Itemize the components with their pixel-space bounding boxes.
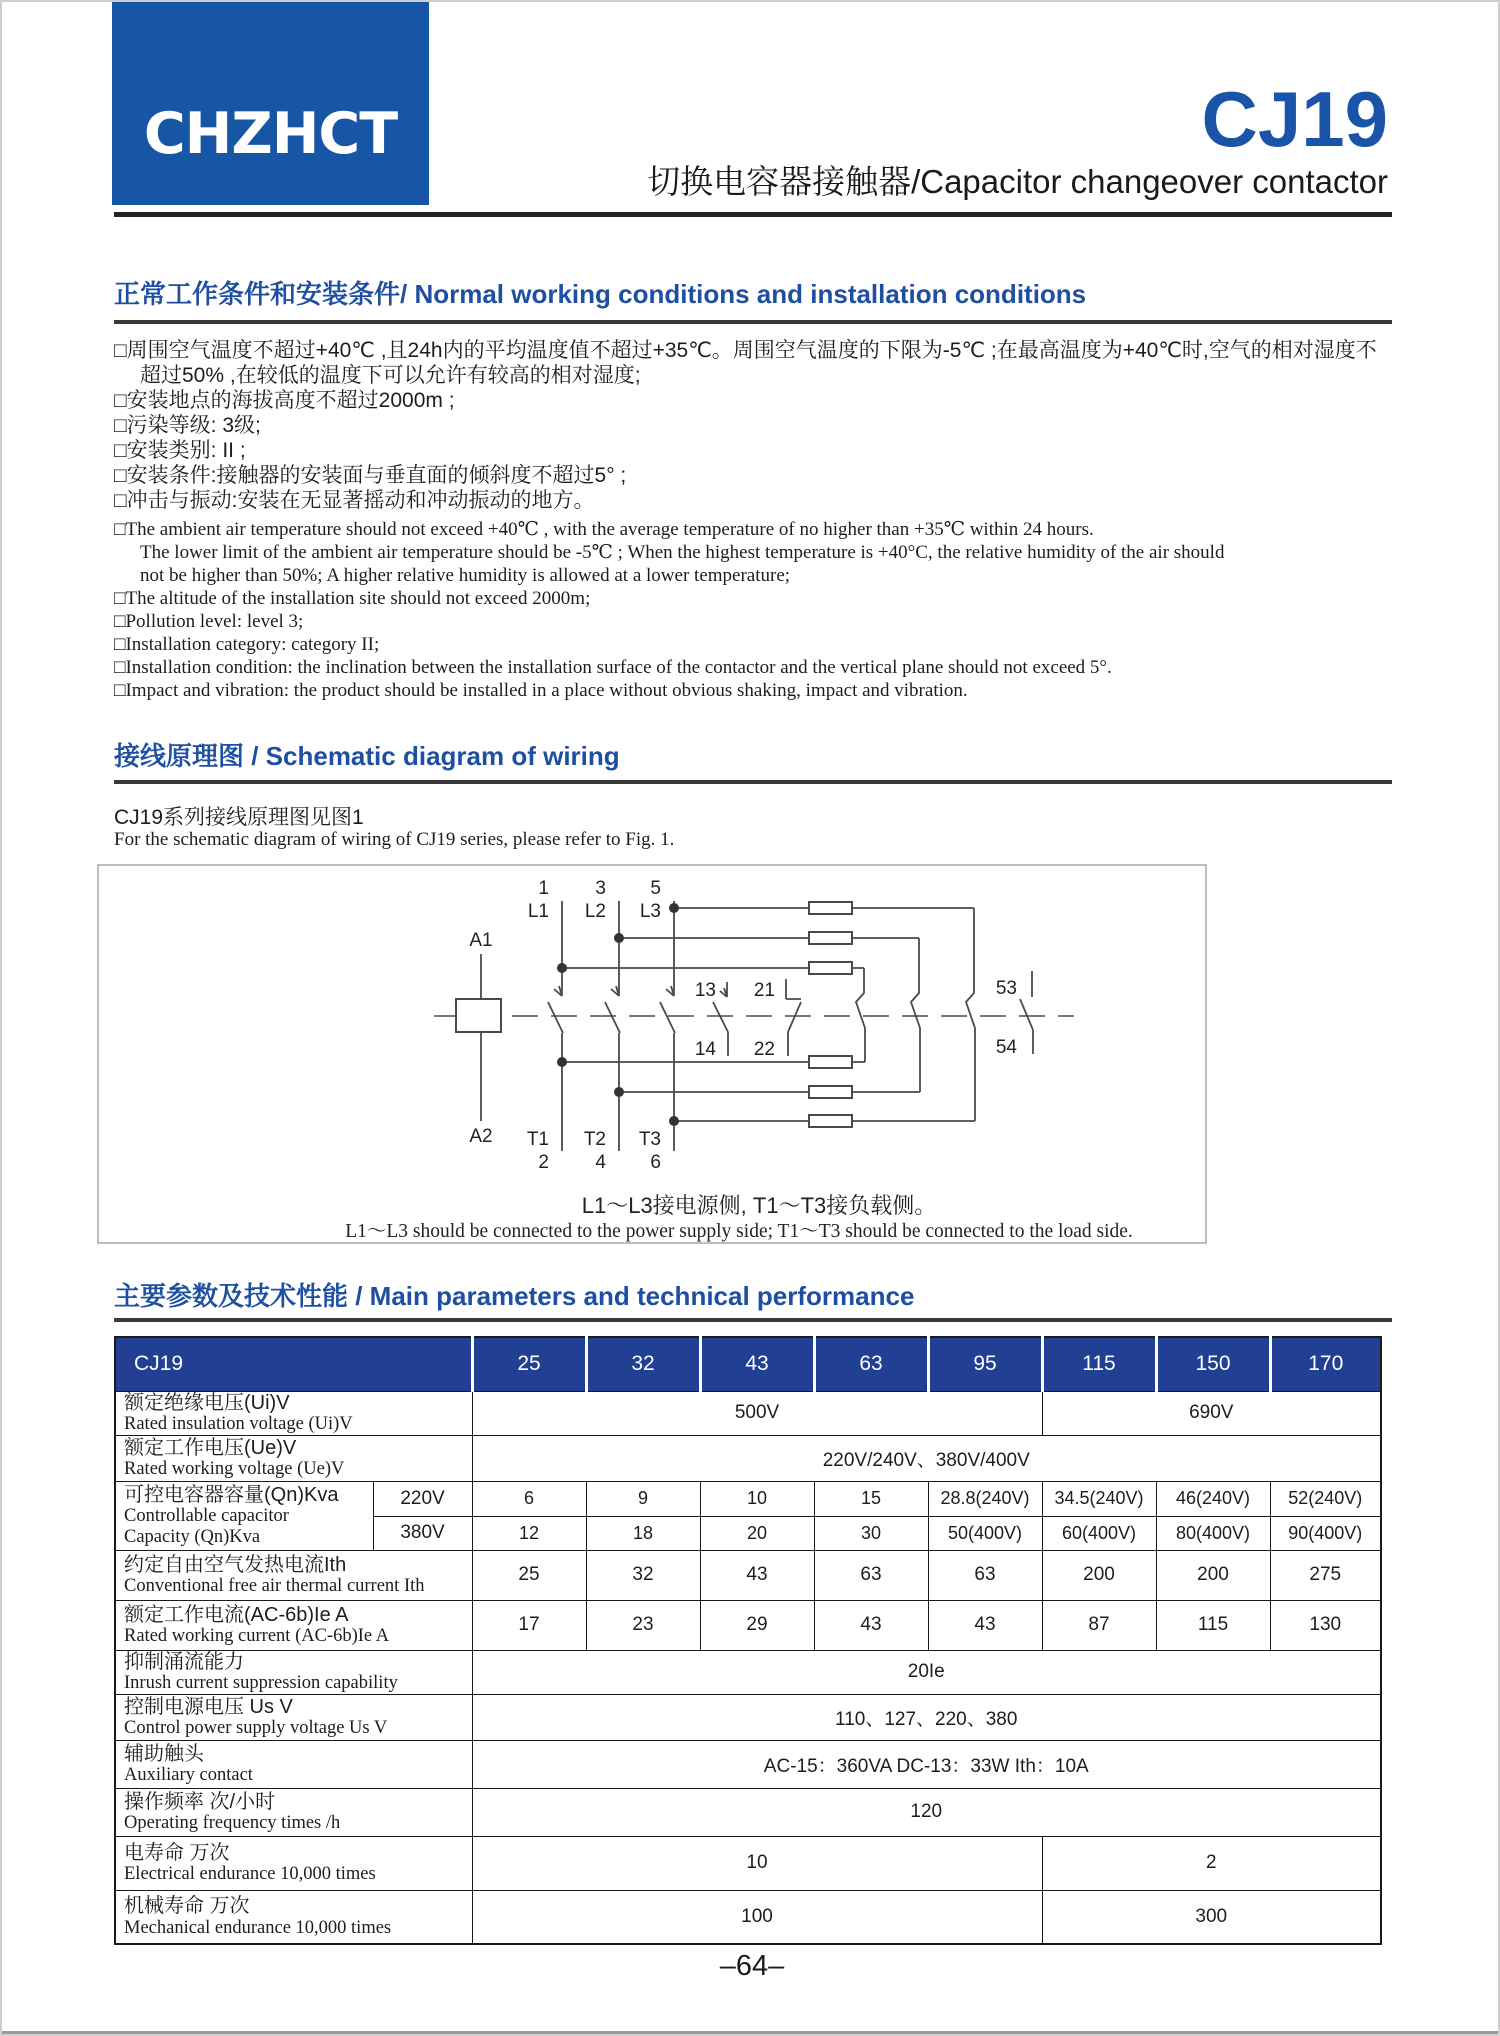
row-label-cn: 额定工作电压(Ue)V [124, 1436, 297, 1459]
brand-logo-text: CHZHCT [143, 101, 398, 167]
cell-value: 29 [700, 1600, 814, 1650]
column-header: 25 [472, 1337, 586, 1391]
cell-value: 200 [1156, 1550, 1270, 1600]
cell-value: 130 [1270, 1600, 1381, 1650]
condition-item-en: □Pollution level: level 3; [114, 611, 304, 632]
table-row [115, 1435, 1381, 1481]
pole-number: 2 [538, 1152, 549, 1173]
resistor-symbol [809, 1056, 852, 1068]
row-label-cn: 可控电容器容量(Qn)Kva [124, 1483, 339, 1506]
wiring-diagram-svg [99, 866, 1205, 1242]
cell-value: 50(400V) [928, 1516, 1042, 1550]
resistor-symbol [809, 962, 852, 974]
sub-row-label: 380V [373, 1516, 472, 1550]
cell-value: 12 [472, 1516, 586, 1550]
pole-terminal: L3 [639, 901, 661, 922]
aux-terminal: 22 [753, 1039, 775, 1060]
resistor-contact [856, 968, 865, 1062]
cell-value: 90(400V) [1270, 1516, 1381, 1550]
cell-value: 20 [700, 1516, 814, 1550]
cell-value: AC-15：360VA DC-13：33W Ith：10A [472, 1740, 1381, 1788]
cell-value: 60(400V) [1042, 1516, 1156, 1550]
cell-value: 43 [814, 1600, 928, 1650]
diagram-caption-en: L1～L3 should be connected to the power supply side; T1～T3 should be connected to the load side. [345, 1221, 1133, 1242]
table-row [115, 1788, 1381, 1836]
row-label-en: Capacity (Qn)Kva [124, 1526, 261, 1547]
table-model-header: CJ19 [115, 1337, 472, 1391]
cell-value: 28.8(240V) [928, 1481, 1042, 1516]
pole-number: 6 [650, 1152, 661, 1173]
row-label-en: Rated working current (AC-6b)Ie A [124, 1625, 390, 1646]
resistor-contact [911, 938, 920, 1092]
table-row [115, 1600, 1381, 1650]
pole-terminal: T1 [526, 1129, 549, 1150]
resistor-contact [966, 908, 975, 1121]
condition-item-cn: □污染等级: 3级; [114, 414, 261, 437]
aux-contact-53-54 [1020, 971, 1033, 1054]
cell-value: 46(240V) [1156, 1481, 1270, 1516]
row-label-en: Rated insulation voltage (Ui)V [124, 1413, 353, 1434]
cell-value: 10 [472, 1836, 1042, 1890]
parameters-table [114, 1336, 1382, 1945]
wiring-diagram [97, 864, 1207, 1244]
aux-terminal: 21 [753, 980, 775, 1001]
main-pole-contact [548, 901, 563, 1151]
section-rule-parameters [114, 1318, 1392, 1322]
cell-value: 110、127、220、380 [472, 1694, 1381, 1740]
table-row [115, 1391, 1381, 1435]
conditions-list-en [114, 518, 1444, 702]
condition-item-cn: □周围空气温度不超过+40℃ ,且24h内的平均温度值不超过+35℃。周围空气温度的下限为-5℃ ;在最高温度为+40℃时,空气的相对湿度不 [114, 339, 1377, 362]
cell-value: 18 [586, 1516, 700, 1550]
pole-number: 1 [538, 878, 549, 899]
conditions-list-cn [114, 338, 1444, 513]
junction-dot [669, 1116, 679, 1126]
cell-value: 52(240V) [1270, 1481, 1381, 1516]
column-header: 115 [1042, 1337, 1156, 1391]
table-row [115, 1740, 1381, 1788]
condition-item-cn: □冲击与振动:安装在无显著摇动和冲动振动的地方。 [114, 489, 595, 512]
header-rule [114, 212, 1392, 217]
cell-value: 17 [472, 1600, 586, 1650]
row-label-cn: 额定绝缘电压(Ui)V [124, 1391, 290, 1414]
cell-value: 63 [814, 1550, 928, 1600]
section-title-wiring: 接线原理图 / Schematic diagram of wiring [114, 741, 620, 771]
cell-value: 43 [928, 1600, 1042, 1650]
diagram-caption-cn: L1～L3接电源侧, T1～T3接负载侧。 [581, 1193, 937, 1218]
row-label-cn: 操作频率 次/小时 [124, 1790, 276, 1813]
row-label-cn: 控制电源电压 Us V [124, 1695, 293, 1718]
section-rule-wiring [114, 780, 1392, 784]
row-label-en: Rated working voltage (Ue)V [124, 1458, 345, 1479]
cell-value: 25 [472, 1550, 586, 1600]
condition-item-en: The lower limit of the ambient air temperature should be -5℃ ; When the highest temperature is +40°C, the relative humidity of the air should [140, 542, 1225, 563]
cell-value: 500V [472, 1391, 1042, 1435]
cell-value: 34.5(240V) [1042, 1481, 1156, 1516]
pole-terminal: T3 [638, 1129, 661, 1150]
coil-terminal-label: A1 [469, 930, 493, 951]
cell-value: 120 [472, 1788, 1381, 1836]
cell-value: 63 [928, 1550, 1042, 1600]
pole-terminal: T2 [583, 1129, 606, 1150]
cell-value: 80(400V) [1156, 1516, 1270, 1550]
cell-value: 2 [1042, 1836, 1381, 1890]
row-label-en: Controllable capacitor [124, 1506, 289, 1527]
column-header: 32 [586, 1337, 700, 1391]
cell-value: 275 [1270, 1550, 1381, 1600]
wiring-note-en: For the schematic diagram of wiring of CJ19 series, please refer to Fig. 1. [114, 829, 675, 850]
column-header: 170 [1270, 1337, 1381, 1391]
condition-item-en: □Installation category: category II; [114, 634, 380, 655]
condition-item-en: not be higher than 50%; A higher relative humidity is allowed at a lower temperature; [140, 565, 791, 586]
row-label-cn: 辅助触头 [124, 1742, 204, 1765]
column-header: 63 [814, 1337, 928, 1391]
cell-value: 32 [586, 1550, 700, 1600]
cell-value: 9 [586, 1481, 700, 1516]
cell-value: 220V/240V、380V/400V [472, 1435, 1381, 1481]
cell-value: 87 [1042, 1600, 1156, 1650]
section-title-parameters: 主要参数及技术性能 / Main parameters and technical performance [114, 1281, 915, 1311]
row-label-en: Inrush current suppression capability [124, 1673, 398, 1693]
cell-value: 690V [1042, 1391, 1381, 1435]
cell-value: 115 [1156, 1600, 1270, 1650]
resistor-symbol [809, 902, 852, 914]
product-model-title: CJ19 [1201, 75, 1388, 163]
cell-value: 6 [472, 1481, 586, 1516]
row-label-en: Control power supply voltage Us V [124, 1718, 388, 1739]
resistor-symbol [809, 1115, 852, 1127]
pole-number: 4 [595, 1152, 606, 1173]
table-row [115, 1890, 1381, 1944]
condition-item-en: □Impact and vibration: the product should be installed in a place without obvious shaking, impact and vibration. [114, 680, 968, 701]
cell-value: 200 [1042, 1550, 1156, 1600]
aux-terminal: 13 [694, 980, 716, 1001]
cell-value: 300 [1042, 1890, 1381, 1944]
junction-dot [614, 1087, 624, 1097]
resistor-symbol [809, 932, 852, 944]
row-label-en: Mechanical endurance 10,000 times [124, 1917, 392, 1938]
section-rule-conditions [114, 320, 1392, 324]
row-label-cn: 额定工作电流(AC-6b)Ie A [124, 1603, 349, 1626]
table-row [115, 1650, 1381, 1694]
condition-item-cn: □安装条件:接触器的安装面与垂直面的倾斜度不超过5° ; [114, 464, 627, 487]
pole-terminal: L1 [527, 901, 549, 922]
section-title-conditions: 正常工作条件和安装条件/ Normal working conditions and installation conditions [114, 279, 1087, 309]
row-label-en: Conventional free air thermal current Ith [124, 1575, 425, 1596]
junction-dot [557, 1057, 567, 1067]
junction-dot [669, 903, 679, 913]
row-label-cn: 电寿命 万次 [124, 1841, 230, 1864]
cell-value: 100 [472, 1890, 1042, 1944]
row-label-en: Electrical endurance 10,000 times [124, 1864, 376, 1885]
pole-terminal: L2 [584, 901, 606, 922]
aux-nc-contact [786, 979, 801, 1056]
column-header: 43 [700, 1337, 814, 1391]
condition-item-en: □The altitude of the installation site should not exceed 2000m; [114, 588, 591, 609]
page-number: –64– [719, 1950, 785, 1982]
row-label-cn: 抑制涌流能力 [124, 1650, 244, 1673]
coil-symbol [456, 999, 501, 1032]
brand-logo-block [112, 2, 429, 205]
table-header-row [115, 1337, 1381, 1391]
product-subtitle: 切换电容器接触器/Capacitor changeover contactor [647, 163, 1388, 200]
cell-value: 23 [586, 1600, 700, 1650]
cell-value: 10 [700, 1481, 814, 1516]
junction-dot [557, 963, 567, 973]
condition-item-en: □Installation condition: the inclination between the installation surface of the contactor and the vertical plane should not exceed 5°. [114, 657, 1112, 678]
wiring-note-cn: CJ19系列接线原理图见图1 [114, 806, 364, 829]
column-header: 95 [928, 1337, 1042, 1391]
column-header: 150 [1156, 1337, 1270, 1391]
condition-item-cn: □安装地点的海拔高度不超过2000m ; [114, 389, 455, 412]
row-label-en: Auxiliary contact [124, 1765, 253, 1786]
cell-value: 15 [814, 1481, 928, 1516]
aux-terminal: 14 [694, 1039, 716, 1060]
table-row [115, 1550, 1381, 1600]
table-row [115, 1481, 1381, 1516]
pole-number: 5 [650, 878, 661, 899]
row-label-cn: 约定自由空气发热电流Ith [124, 1553, 347, 1576]
cell-value: 30 [814, 1516, 928, 1550]
table-row [115, 1836, 1381, 1890]
condition-item-cn: □安装类别: II ; [114, 439, 246, 462]
pole-number: 3 [595, 878, 606, 899]
condition-item-cn: 超过50% ,在较低的温度下可以允许有较高的相对湿度; [140, 364, 641, 387]
aux-terminal: 53 [995, 978, 1017, 999]
table-row [115, 1694, 1381, 1740]
aux-terminal: 54 [995, 1037, 1017, 1058]
row-label-cn: 机械寿命 万次 [124, 1895, 250, 1918]
resistor-symbol [809, 1086, 852, 1098]
cell-value: 20Ie [472, 1650, 1381, 1694]
row-label-en: Operating frequency times /h [124, 1813, 341, 1834]
cell-value: 43 [700, 1550, 814, 1600]
page-bottom-strip [2, 2031, 1500, 2036]
condition-item-en: □The ambient air temperature should not exceed +40℃ , with the average temperature of no higher than +35℃ within 24 hours. [114, 519, 1094, 540]
junction-dot [614, 933, 624, 943]
coil-terminal-label: A2 [469, 1126, 493, 1147]
sub-row-label: 220V [373, 1481, 472, 1516]
